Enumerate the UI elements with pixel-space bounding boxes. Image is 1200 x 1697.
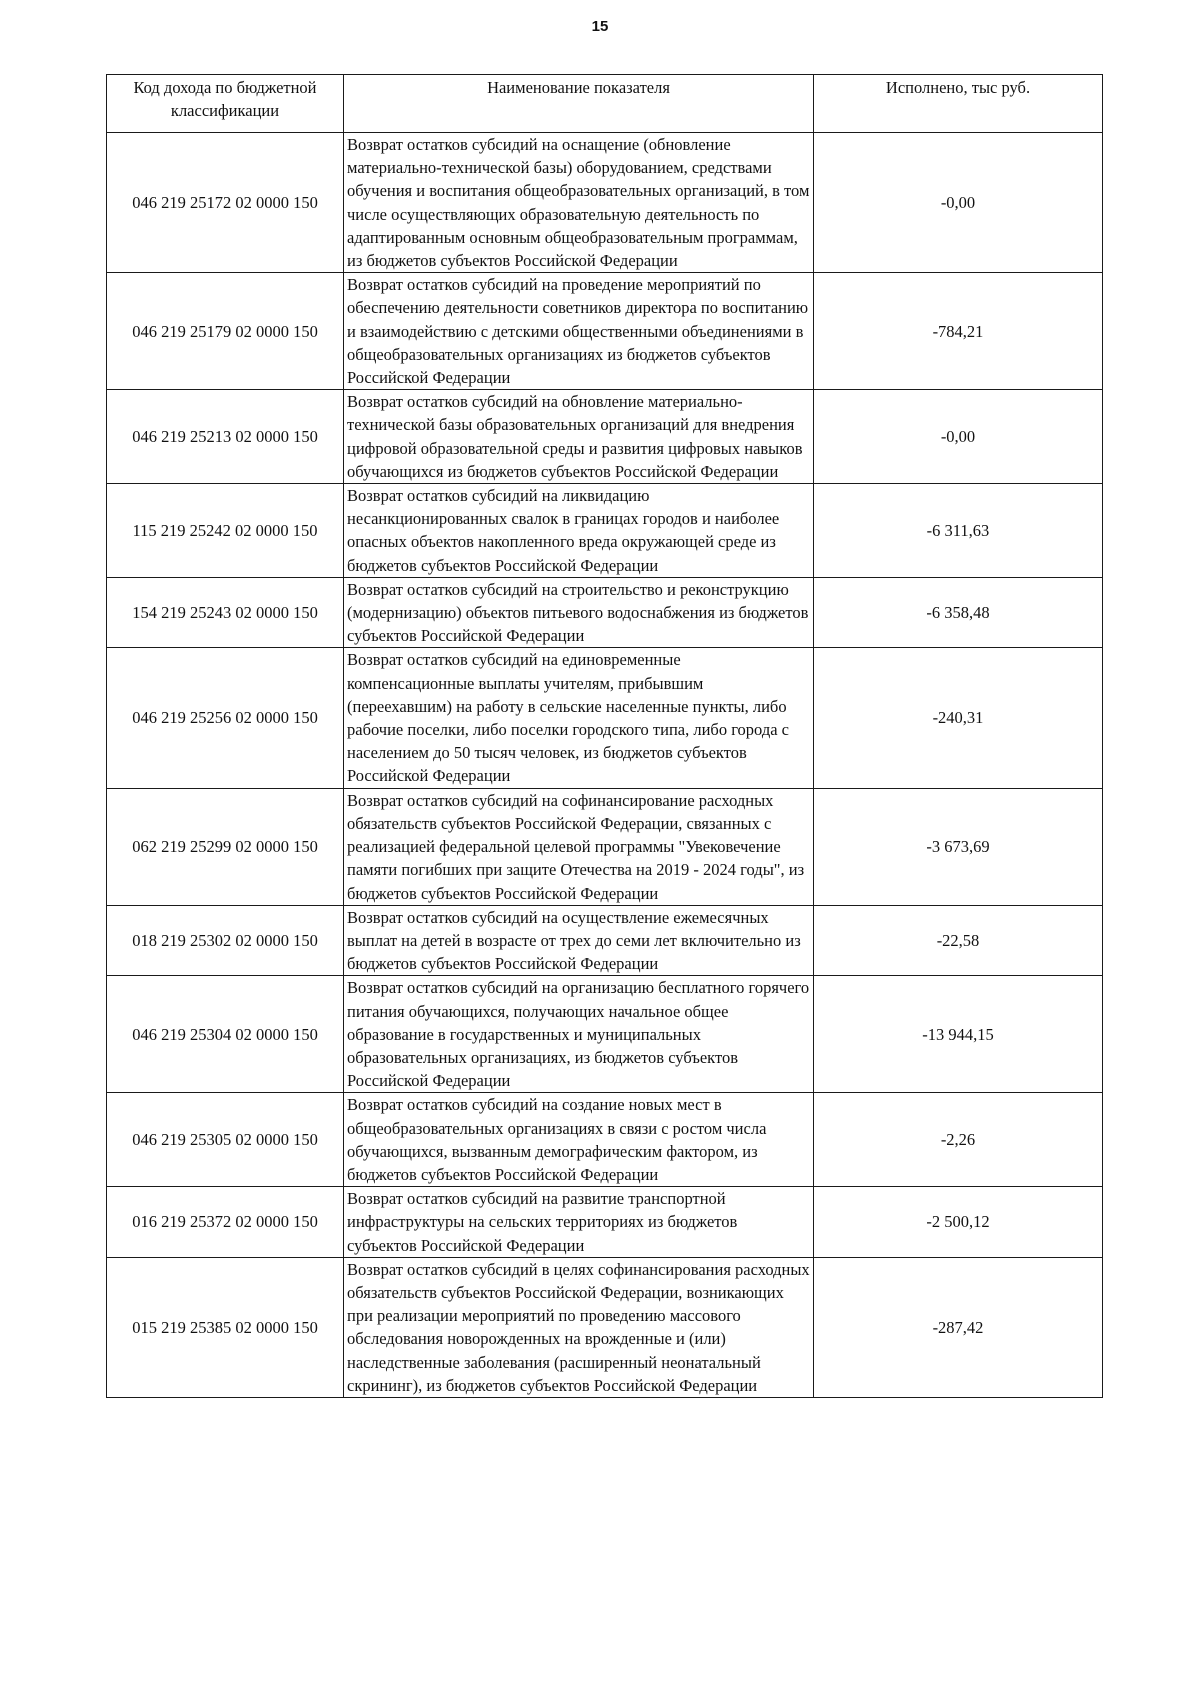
executed-amount: -6 358,48 (814, 577, 1103, 648)
indicator-name: Возврат остатков субсидий на оснащение (обновление материально-технической базы) оборудованием, средствами обучения и воспитания общеобразовательных организаций, в том числе осуществляющих образовательную деятельность по адаптированным основным общеобразовательным программам, из бюджетов субъектов Российской Федерации (344, 133, 814, 273)
indicator-name: Возврат остатков субсидий на ликвидацию несанкционированных свалок в границах городов и наиболее опасных объектов накопленного вреда окружающей среде из бюджетов субъектов Российской Федерации (344, 484, 814, 578)
income-code: 115 219 25242 02 0000 150 (107, 484, 344, 578)
table-row (107, 1093, 1103, 1187)
income-code: 016 219 25372 02 0000 150 (107, 1187, 344, 1258)
table-row (107, 484, 1103, 578)
table-row (107, 133, 1103, 273)
income-code: 046 219 25256 02 0000 150 (107, 648, 344, 788)
executed-amount: -240,31 (814, 648, 1103, 788)
table-header-row (107, 75, 1103, 133)
executed-amount: -0,00 (814, 133, 1103, 273)
income-code: 046 219 25172 02 0000 150 (107, 133, 344, 273)
executed-amount: -784,21 (814, 273, 1103, 390)
income-code: 046 219 25305 02 0000 150 (107, 1093, 344, 1187)
executed-amount: -3 673,69 (814, 788, 1103, 905)
income-code: 046 219 25213 02 0000 150 (107, 390, 344, 484)
indicator-name: Возврат остатков субсидий в целях софинансирования расходных обязательств субъектов Российской Федерации, возникающих при реализации мероприятий по проведению массового обследования новорожденных на врожденные и (или) наследственные заболевания (расширенный неонатальный скрининг), из бюджетов субъектов Российской Федерации (344, 1257, 814, 1397)
table-row (107, 788, 1103, 905)
column-header-code: Код дохода по бюджетной классификации (107, 75, 344, 133)
executed-amount: -13 944,15 (814, 976, 1103, 1093)
table-row (107, 905, 1103, 976)
table-row (107, 1257, 1103, 1397)
indicator-name: Возврат остатков субсидий на развитие транспортной инфраструктуры на сельских территориях из бюджетов субъектов Российской Федерации (344, 1187, 814, 1258)
table-row (107, 648, 1103, 788)
indicator-name: Возврат остатков субсидий на организацию бесплатного горячего питания обучающихся, получающих начальное общее образование в государственных и муниципальных образовательных организациях, из бюджетов субъектов Российской Федерации (344, 976, 814, 1093)
income-table (106, 74, 1103, 1398)
indicator-name: Возврат остатков субсидий на создание новых мест в общеобразовательных организациях в связи с ростом числа обучающихся, вызванным демографическим фактором, из бюджетов субъектов Российской Федерации (344, 1093, 814, 1187)
executed-amount: -6 311,63 (814, 484, 1103, 578)
executed-amount: -0,00 (814, 390, 1103, 484)
income-code: 062 219 25299 02 0000 150 (107, 788, 344, 905)
indicator-name: Возврат остатков субсидий на обновление материально-технической базы образовательных организаций для внедрения цифровой образовательной среды и развития цифровых навыков обучающихся из бюджетов субъектов Российской Федерации (344, 390, 814, 484)
indicator-name: Возврат остатков субсидий на проведение мероприятий по обеспечению деятельности советников директора по воспитанию и взаимодействию с детскими общественными объединениями в общеобразовательных организациях из бюджетов субъектов Российской Федерации (344, 273, 814, 390)
indicator-name: Возврат остатков субсидий на строительство и реконструкцию (модернизацию) объектов питьевого водоснабжения из бюджетов субъектов Российской Федерации (344, 577, 814, 648)
executed-amount: -2 500,12 (814, 1187, 1103, 1258)
income-code: 154 219 25243 02 0000 150 (107, 577, 344, 648)
table-row (107, 976, 1103, 1093)
indicator-name: Возврат остатков субсидий на единовременные компенсационные выплаты учителям, прибывшим (переехавшим) на работу в сельские населенные пункты, либо рабочие поселки, либо поселки городского типа, либо города с населением до 50 тысяч человек, из бюджетов субъектов Российской Федерации (344, 648, 814, 788)
table-row (107, 390, 1103, 484)
executed-amount: -2,26 (814, 1093, 1103, 1187)
income-code: 015 219 25385 02 0000 150 (107, 1257, 344, 1397)
income-code: 046 219 25304 02 0000 150 (107, 976, 344, 1093)
column-header-amount: Исполнено, тыс руб. (814, 75, 1103, 133)
indicator-name: Возврат остатков субсидий на софинансирование расходных обязательств субъектов Российской Федерации, связанных с реализацией федеральной целевой программы "Увековечение памяти погибших при защите Отечества на 2019 - 2024 годы", из бюджетов субъектов Российской Федерации (344, 788, 814, 905)
executed-amount: -22,58 (814, 905, 1103, 976)
indicator-name: Возврат остатков субсидий на осуществление ежемесячных выплат на детей в возрасте от трех до семи лет включительно из бюджетов субъектов Российской Федерации (344, 905, 814, 976)
page-number: 15 (591, 18, 609, 35)
table-row (107, 273, 1103, 390)
table-row (107, 577, 1103, 648)
executed-amount: -287,42 (814, 1257, 1103, 1397)
income-code: 018 219 25302 02 0000 150 (107, 905, 344, 976)
column-header-name: Наименование показателя (344, 75, 814, 133)
table-row (107, 1187, 1103, 1258)
income-code: 046 219 25179 02 0000 150 (107, 273, 344, 390)
